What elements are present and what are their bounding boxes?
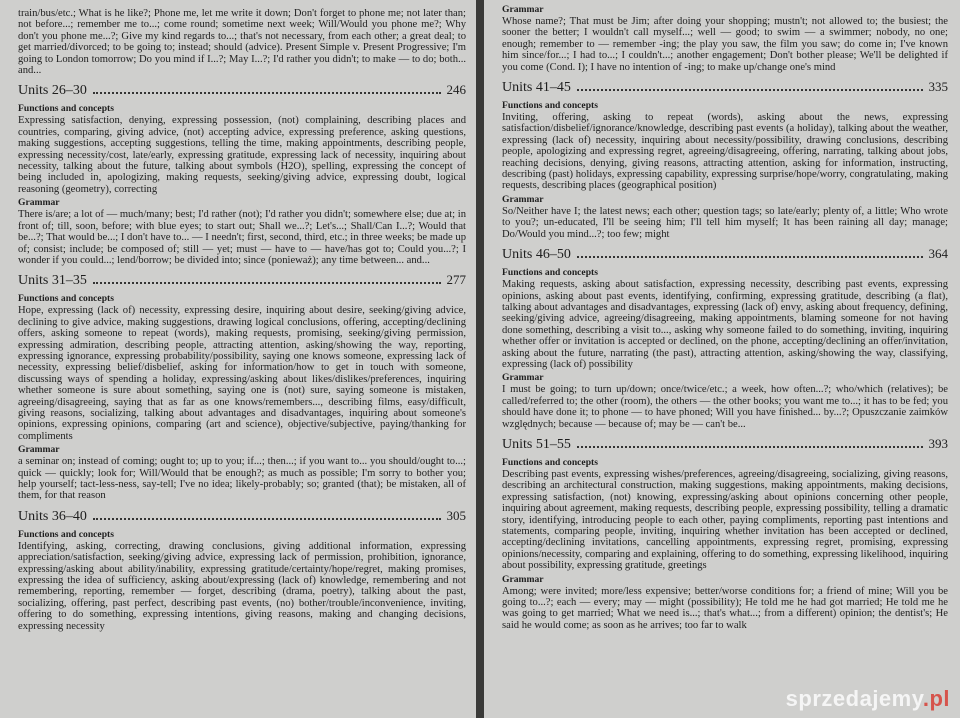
leader-dots (93, 282, 441, 284)
unit-heading (18, 508, 466, 525)
unit-title: Units 46–50 (502, 247, 571, 263)
functions-text: Describing past events, expressing wishes/preferences, agreeing/disagreeing, socializing, giving reasons, describing an architectural construction, making suggestions, making appointments, making decisions, expressing satisfaction, (not) knowing, expressing/asking about opinions concerning other people, inquiring about agreement, making requests, describing people, expressing possibility, telling a dramatic story, identifying, introducing people to each other, paying compliments, reporting past intentions and statements, comparing people, inviting, inquiring whether invitation has been accepted or declined, accepting/declining invitations, cancelling appointments, expressing regret, promising, expressing opinions/necessity, comparing and explaining, offering to do something, expressing likelihood, inquiring about possibility, expressing gratitude, greetings (502, 468, 948, 572)
grammar-label: Grammar (502, 4, 544, 15)
unit-section-46-50 (502, 246, 948, 430)
grammar-text: I must be going; to turn up/down; once/twice/etc.; a week, how often...?; who/which (relatives); be called/referred to; the other (room), the others — the other books; you want me to...; it has to be fed; you should have done it; to phone — to have phoned; Will you have finished... by...?; Opuszczanie zaimków względnych; because — because of; may be — can't be... (502, 384, 948, 430)
leader-dots (93, 518, 441, 520)
page-number: 246 (446, 82, 466, 98)
functions-label: Functions and concepts (502, 267, 598, 279)
functions-text: Identifying, asking, correcting, drawing conclusions, giving additional information, expressing appreciation/satisfaction, seeking/giving advice, expressing lack of permission, prohibition, ignorance, expressing/asking about ability/inability, expressing gratitude/certainty/hope/regret, making promises, expressing the idea of sufficiency, asking about/expressing (lack of) knowledge, remembering and not remembering, reporting, remember — forget, describing (drama, poetry), talking about the past, socializing, offering, past perfect, describing past events, (no) bother/trouble/inconvenience, inviting, offering to do something, expressing intentions, giving reasons, making and changing decisions, expressing necessity (18, 540, 466, 632)
functions-label: Functions and concepts (18, 293, 114, 305)
grammar-label: Grammar (18, 444, 60, 456)
functions-label: Functions and concepts (18, 103, 114, 115)
unit-section-26-30 (18, 82, 466, 266)
unit-section-31-35 (18, 272, 466, 502)
grammar-label: Grammar (502, 372, 544, 384)
leader-dots (577, 446, 923, 448)
unit-section-51-55 (502, 436, 948, 631)
unit-title: Units 26–30 (18, 83, 87, 99)
page-number: 305 (446, 507, 466, 523)
left-page (0, 0, 476, 718)
functions-label: Functions and concepts (18, 528, 114, 540)
functions-label: Functions and concepts (502, 100, 598, 112)
unit-heading (502, 436, 948, 453)
functions-text: Making requests, asking about satisfaction, expressing necessity, describing past events, expressing opinions, asking about past events, identifying, confirming, expressing gratitude, describing (a flat), talking about advantages and disadvantages, expressing (lack of) envy, asking about frequency, defining, seeking/giving advice, agreeing/disagreeing, making appointments, blaming someone for not having done something, describing a visit to..., asking why someone failed to do something, inviting, inquiring whether offer or invitation is accepted or declined, on the phone, accepting/declining an offer/invitation, asking about the future, narrating (the past), attracting attention, asking/showing the way, classifying, expressing (lack of) possibility (502, 279, 948, 370)
leader-dots (577, 256, 923, 258)
unit-title: Units 51–55 (502, 436, 571, 452)
page-number: 393 (928, 435, 948, 451)
grammar-label: Grammar (502, 573, 544, 585)
unit-title: Units 41–45 (502, 80, 571, 96)
unit-heading (18, 272, 466, 289)
unit-heading (502, 246, 948, 263)
page-number: 335 (928, 79, 948, 95)
grammar-text: So/Neither have I; the latest news; each other; question tags; so late/early; plenty of, a little; Who wrote to you?; un-educated, I'll be seeing him; I'll tell him myself; It has been raining all day; manage; Do/Would you mind...?; too few; might (502, 205, 948, 240)
site-watermark (786, 686, 950, 712)
right-top-grammar-text: Whose name?; That must be Jim; after doing your shopping; mustn't; not allowed to; the busiest; the sooner the better; I wouldn't call myself...; well — good; to swim — a swimmer; nobody, no one; enough; remember to — remember -ing; the play you saw, the film you saw; do come in; I've known him since/for...; I had to...; I couldn't...; another engagement; Don't bother please; We'll be delighted if you come (Cond. I); I have no intention of -ing; to make up/change one's mind (502, 16, 948, 73)
page-number: 277 (446, 272, 466, 288)
grammar-label: Grammar (18, 197, 60, 209)
unit-title: Units 31–35 (18, 273, 87, 289)
page-number: 364 (928, 246, 948, 262)
functions-text: Hope, expressing (lack of) necessity, expressing desire, inquiring about desire, seeking/giving advice, declining to give advice, making suggestions, drawing logical conclusions, offering, accepting/declining offers, asking someone to repeat (words), making requests, promising, seeking/giving permission, expressing admiration, describing people, attracting attention, asking/showing the way, reporting, expressing ignorance, expressing probability/possibility, saying one knows someone, expressing lack of necessity, expressing belief/disbelief, asking for information/how to get in touch with someone, discussing ways of spending a holiday, expressing/asking about likes/dislikes/preferences, inquiring whether someone is sure about something, saying one is (not) sure, saying someone is mistaken, agreeing/disagreeing, saying that as far as one knows/remembers..., describing films, easy/difficult, giving reasons, socializing, talking about advantages and disadvantages, inquiring about someone's opinions, expressing opinions, comparing (art and science), objective/subjective, paying/thanking for compliments (18, 305, 466, 442)
unit-heading (18, 82, 466, 99)
functions-text: Expressing satisfaction, denying, expressing possession, (not) complaining, describing places and countries, comparing, giving advice, (not) accepting advice, expressing preference, asking questions, making suggestions, accepting suggestions, telling the time, making appointments, describing people, expressing necessity/cost, late/early, expressing gratitude, expressing lack of necessity, inquiring about necessity, talking about the future, talking about symbols (H2O), spelling, expressing the concept of being included in, apologizing, making requests, seeking/giving advice, expressing doubt, logical reasoning (geometry), correcting (18, 115, 466, 195)
left-top-text: train/bus/etc.; What is he like?; Phone me, let me write it down; Don't forget to phone me; not later than; not before...; remember me to...; come round; sometime next week; Will/Would you phone me?; Why don't you phone me...?; Give my kind regards to...; that's not necessary, from each other; a great deal; to get married/divorced; to be going to; instead; should (advice). Present Simple v. Present Progressive; I'm going to London tomorrow; Do you mind if I...?; May I...?; I'd rather you didn't; to make — to do; both... and... (18, 8, 466, 77)
functions-label: Functions and concepts (502, 456, 598, 468)
leader-dots (93, 92, 441, 94)
grammar-text: There is/are; a lot of — much/many; best; I'd rather (not); I'd rather you didn't; somewhere else; due at; in front of; till, soon, before; with blue eyes; to start out; Shall we...?; Let's...; Shall/Can I...?; Would that be...?; That would be...; I don't have to... — I needn't; first, second, third, etc.; in three weeks; be made up of; consist; include; be composed of; still — yet; must — have to — have/has got to; Could you...?; I wonder if you could...; lend/borrow; be divided into; since (ponieważ); any time between... and... (18, 209, 466, 266)
grammar-text: a seminar on; instead of coming; ought to; up to you; if...; then...; if you want to... you should/ought to...; quick — quickly; look for; Will/Would that be enough?; as much as possible; I'm sorry to bother you; help yourself; tact-less-ness, say-tell; I've no idea; likely-probably; so; granted (that); be mistaken, all of them, for that reason (18, 456, 466, 502)
watermark-suffix: .pl (922, 686, 950, 711)
unit-section-36-40 (18, 508, 466, 632)
watermark-prefix: sprzedajemy (785, 686, 923, 711)
unit-section-41-45 (502, 79, 948, 240)
leader-dots (577, 89, 923, 91)
functions-text: Inviting, offering, asking to repeat (words), asking about the news, expressing satisfaction/disbelief/ignorance/knowledge, describing past events (a holiday), talking about the weather, expressing (lack of) necessity, inquiring about necessity/possibility, drawing conclusions, describing people, apologizing and expressing regret, agreeing/disagreeing, offering, narrating, talking about jobs, reaching decisions, denying, giving reasons, attracting attention, asking for information, instructing, describing (past) holidays, expressing capability, expressing surprise/hope/worry, congratulating, making requests, describing places (geographical position) (502, 112, 948, 192)
grammar-text: Among; were invited; more/less expensive; better/worse conditions for; a friend of mine; Will you be going to...?; each — every; may — might (possibility); He told me he had got married; He told me he was going to get married; What we need is...; that's what...; from a different) opinion; the dentist's; He said he would come; as soon as he arrives; too far to walk (502, 585, 948, 631)
right-page (484, 0, 960, 718)
unit-heading (502, 79, 948, 96)
grammar-label: Grammar (502, 193, 544, 205)
unit-title: Units 36–40 (18, 508, 87, 524)
